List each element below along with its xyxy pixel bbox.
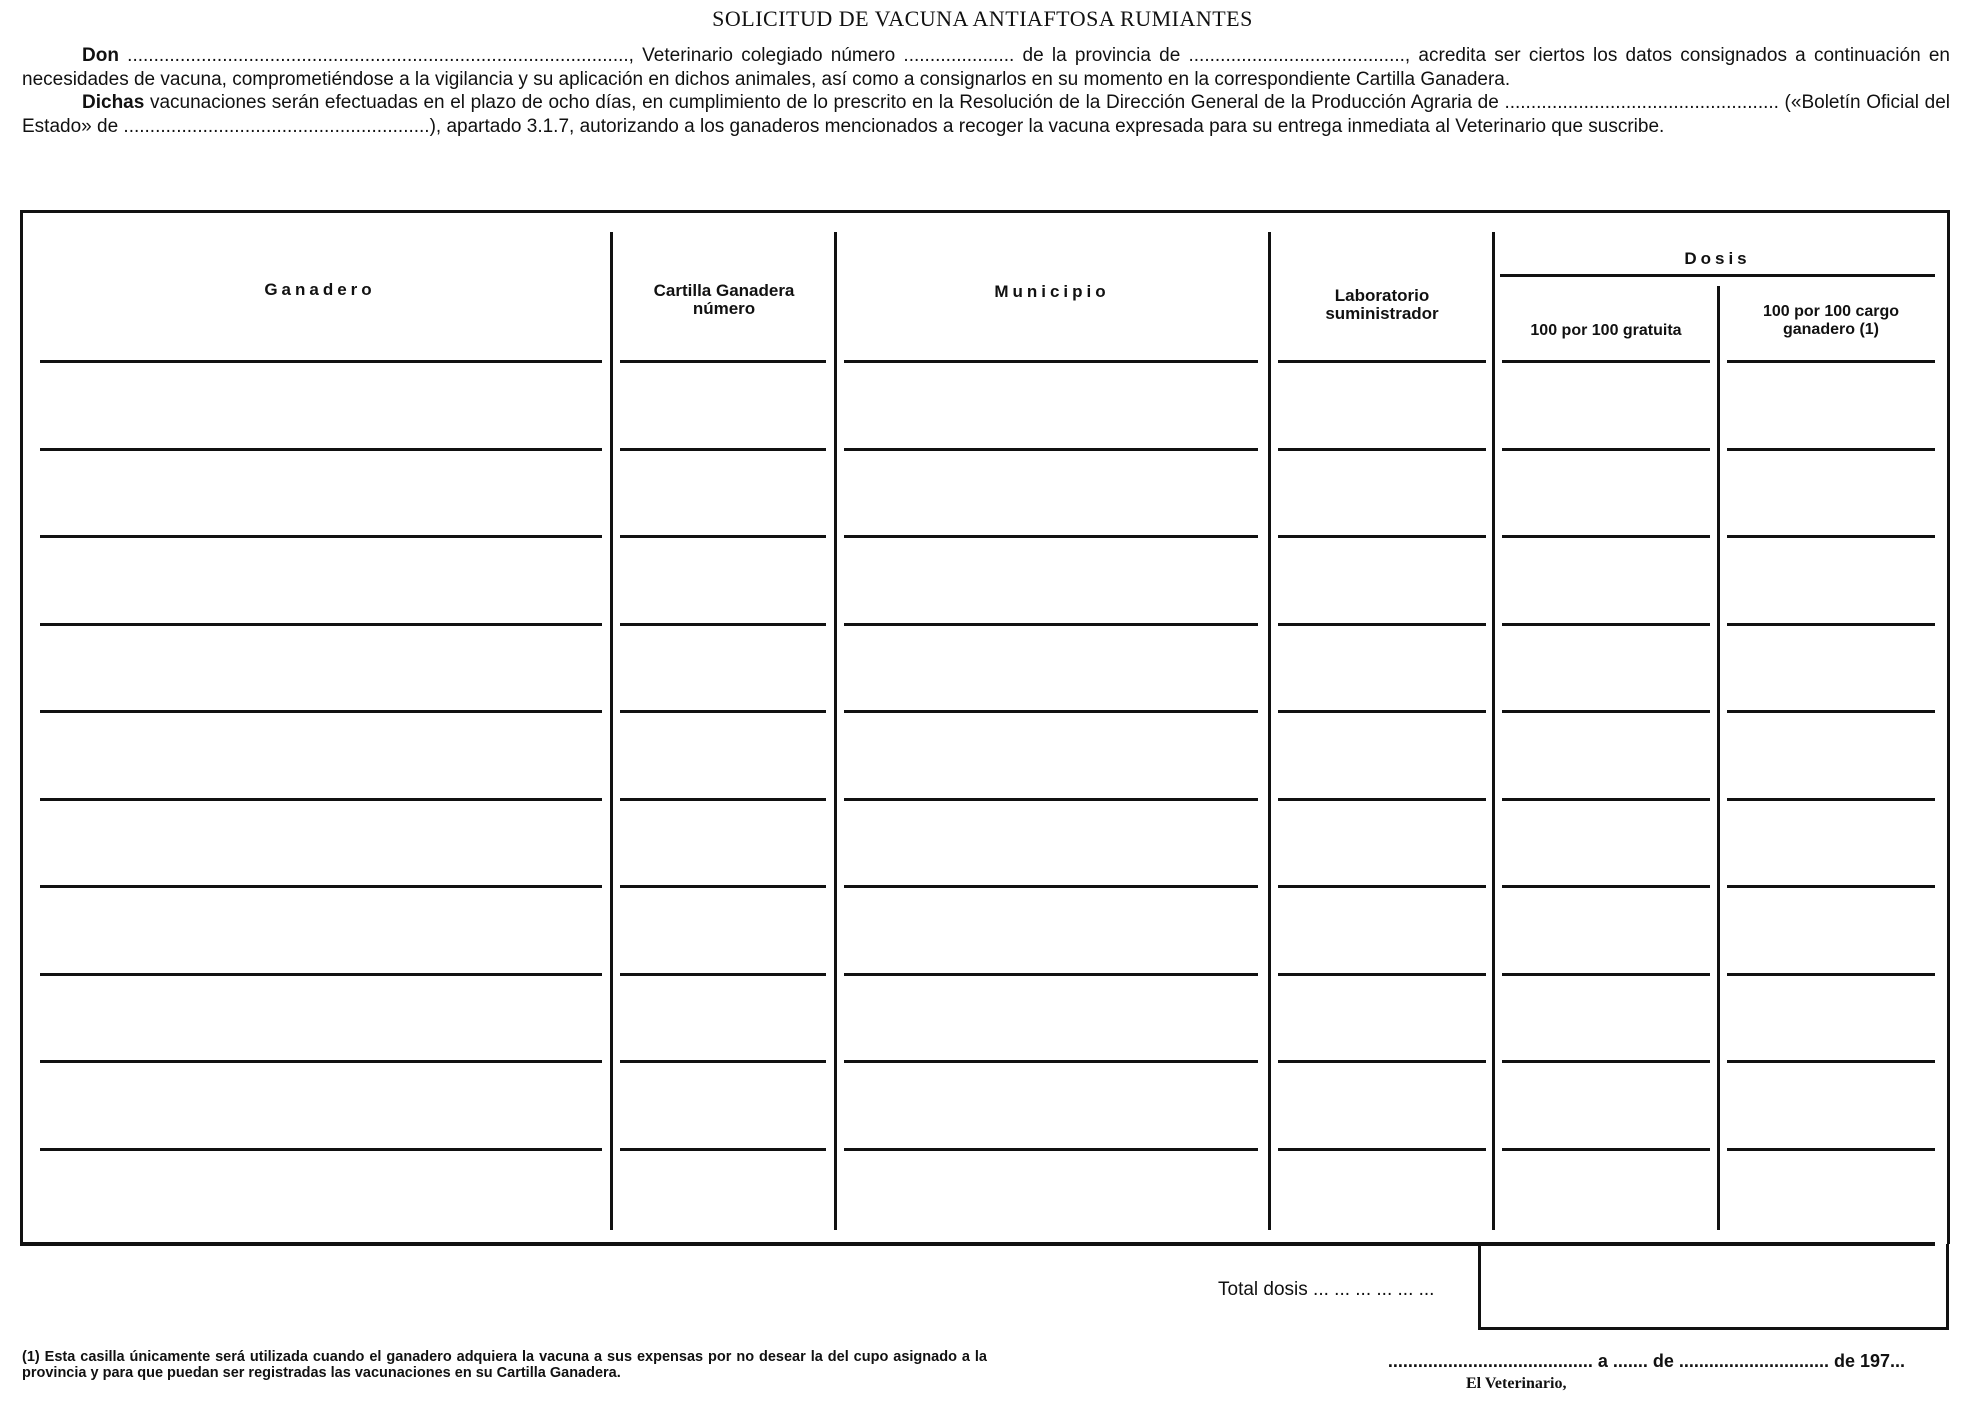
entry-rule[interactable] [620,623,826,626]
entry-rule[interactable] [1502,973,1710,976]
entry-rule[interactable] [1502,885,1710,888]
paragraph1-body: ..............................................................................................., Veterinario colegiado número ..................... de la provincia de ........................................., acredita ser ciertos los datos consignados a continuación en necesidades de vacuna, comprometiéndose a la vigilancia y su aplicación en dichos animales, así como a consignarlos en su momento en la correspondiente Cartilla Ganadera. [22,45,1951,90]
paragraph-vacunaciones [22,91,1950,138]
entry-rule[interactable] [40,623,602,626]
intro-text [22,44,1950,138]
entry-rule[interactable] [1727,973,1935,976]
entry-rule[interactable] [844,798,1258,801]
table-frame [20,210,1950,1244]
entry-rule[interactable] [40,710,602,713]
entry-rule[interactable] [40,885,602,888]
entry-rule[interactable] [1278,1148,1486,1151]
entry-rule[interactable] [40,448,602,451]
column-divider [1717,286,1720,1230]
entry-rule[interactable] [1278,710,1486,713]
entry-rule[interactable] [844,973,1258,976]
header-municipio: Municipio [994,282,1110,301]
entry-rule[interactable] [844,448,1258,451]
entry-rule[interactable] [40,535,602,538]
entry-rule[interactable] [1727,535,1935,538]
entry-rule[interactable] [620,798,826,801]
entry-rule[interactable] [1502,1148,1710,1151]
paragraph2-body: vacunaciones serán efectuadas en el plazo de ocho días, en cumplimiento de lo prescrito en la Resolución de la Dirección General de la Producción Agraria de .................................................... («Boletín Oficial del Estado» de ..........................................................), apartado 3.1.7, autorizando a los ganaderos mencionados a recoger la vacuna expresada para su entrega inmediata al Veterinario que suscribe. [22,92,1950,137]
dosis-group-rule [1500,274,1935,277]
entry-rule[interactable] [844,535,1258,538]
entry-rule[interactable] [1502,535,1710,538]
entry-rule[interactable] [620,885,826,888]
paragraph1-lead: Don [82,45,119,66]
header-cartilla-label: Cartilla Ganadera número [653,281,795,318]
entry-rule[interactable] [40,1060,602,1063]
entry-rule[interactable] [620,1148,826,1151]
entry-rule[interactable] [40,973,602,976]
column-divider [834,232,837,1230]
document-title: SOLICITUD DE VACUNA ANTIAFTOSA RUMIANTES [712,6,1253,31]
entry-rule[interactable] [1278,448,1486,451]
entry-rule[interactable] [40,360,602,363]
entry-rule[interactable] [1727,1060,1935,1063]
entry-rule[interactable] [1727,710,1935,713]
entry-rule[interactable] [844,1060,1258,1063]
signature-label: El Veterinario, [1466,1375,1567,1392]
entry-rule[interactable] [1278,1060,1486,1063]
entry-rule[interactable] [1727,798,1935,801]
entry-rule[interactable] [1278,535,1486,538]
entry-rule[interactable] [1278,973,1486,976]
header-laboratorio [1276,287,1488,323]
entry-rule[interactable] [620,535,826,538]
paragraph2-lead: Dichas [82,92,145,113]
entry-rule[interactable] [1278,885,1486,888]
entry-rule[interactable] [620,1060,826,1063]
entry-rule[interactable] [1502,798,1710,801]
column-divider [1492,232,1495,1230]
entry-rule[interactable] [1502,623,1710,626]
date-line: ......................................... a ....... de .............................. de 197... [1387,1351,1905,1371]
entry-rule[interactable] [620,710,826,713]
entry-rule[interactable] [1278,360,1486,363]
entry-rule[interactable] [620,973,826,976]
header-gratuita: 100 por 100 gratuita [1530,322,1682,339]
entry-rule[interactable] [844,623,1258,626]
header-cargo-label: 100 por 100 cargo ganadero (1) [1762,303,1900,338]
entry-rule[interactable] [1502,1060,1710,1063]
entry-rule[interactable] [1727,885,1935,888]
paragraph-veterinario [22,44,1950,91]
column-divider [610,232,613,1230]
entry-rule[interactable] [1727,1148,1935,1151]
total-dosis-label: Total dosis ... ... ... ... ... ... [1218,1279,1435,1300]
header-dosis: Dosis [1684,249,1751,268]
entry-rule[interactable] [844,885,1258,888]
entry-rule[interactable] [40,798,602,801]
column-divider [1268,232,1271,1230]
entry-rule[interactable] [1727,623,1935,626]
header-ganadero: Ganadero [264,280,376,299]
entry-rule[interactable] [1278,623,1486,626]
entry-rule[interactable] [620,360,826,363]
header-cargo [1725,303,1937,339]
entry-rule[interactable] [1727,448,1935,451]
entry-rule[interactable] [1502,448,1710,451]
entry-rule[interactable] [844,710,1258,713]
entry-rule[interactable] [1502,710,1710,713]
footnote: (1) Esta casilla únicamente será utilizada cuando el ganadero adquiera la vacuna a sus expensas por no desear la del cupo asignado a la provincia y para que puedan ser registradas las vacunaciones en su Cartilla Ganadera. [22,1349,987,1381]
entry-rule[interactable] [844,360,1258,363]
header-cartilla [618,282,830,318]
entry-rule[interactable] [1502,360,1710,363]
entry-rule[interactable] [844,1148,1258,1151]
entry-rule[interactable] [620,448,826,451]
entry-rule[interactable] [1727,360,1935,363]
entry-rule[interactable] [40,1148,602,1151]
entry-rule[interactable] [1278,798,1486,801]
header-laboratorio-label: Laboratorio suministrador [1325,286,1439,323]
total-dosis-box[interactable] [1478,1244,1949,1330]
